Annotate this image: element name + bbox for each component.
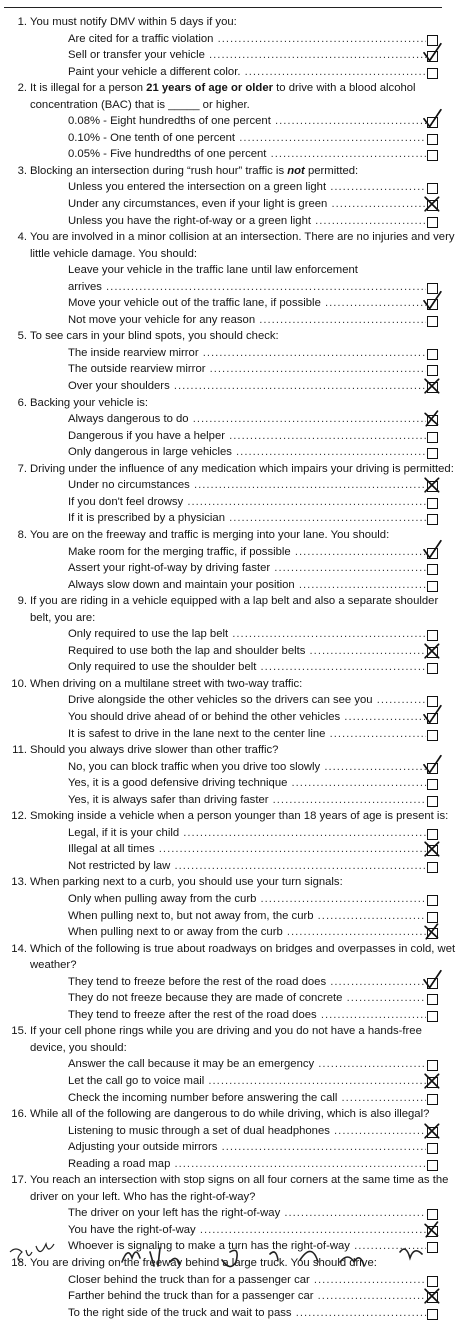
answer-checkbox[interactable] [427, 35, 438, 46]
answer-checkbox[interactable] [427, 928, 438, 939]
answer-checkbox[interactable] [427, 415, 438, 426]
question-text: While all of the following are dangerous to do while driving, which is also illegal? [30, 1108, 430, 1121]
answer-checkbox[interactable] [427, 1309, 438, 1320]
answer-option-text: Dangerous if you have a helper ..... [68, 428, 426, 445]
answer-option-text: When pulling next to, but not away from, the curb ..... [68, 908, 426, 925]
answer-option-continuation [0, 279, 474, 296]
question-number: 12. [11, 810, 27, 823]
check-mark-icon [424, 410, 442, 428]
question-block [0, 593, 474, 676]
answer-checkbox[interactable] [427, 1077, 438, 1088]
answer-option-text: Only dangerous in large vehicles ..... [68, 444, 426, 461]
answer-option-text: It is safest to drive in the lane next to the center line ..... [68, 726, 426, 743]
answer-option [0, 1123, 474, 1140]
answer-option [0, 64, 474, 81]
answer-option-text: Farther behind the truck than for a passenger car ..... [68, 1288, 426, 1305]
answer-option [0, 1139, 474, 1156]
answer-option [0, 47, 474, 64]
answer-option [0, 477, 474, 494]
answer-option [0, 295, 474, 312]
answer-option-text: Reading a road map ..... [68, 1156, 426, 1173]
question-stem [0, 80, 474, 113]
answer-option [0, 577, 474, 594]
answer-option [0, 1156, 474, 1173]
answer-checkbox[interactable] [427, 862, 438, 873]
question-text: You must notify DMV within 5 days if you: [30, 16, 237, 28]
answer-checkbox[interactable] [427, 978, 438, 989]
answer-option-text: Only when pulling away from the curb ..... [68, 891, 426, 908]
answer-checkbox[interactable] [427, 51, 438, 62]
question-block [0, 1023, 474, 1106]
check-mark-icon [424, 1072, 442, 1090]
question-number: 5. [17, 330, 27, 343]
question-number: 6. [17, 396, 27, 409]
answer-option-text: Move your vehicle out of the traffic lane, if possible ..... [68, 295, 426, 312]
question-text: You reach an intersection with stop signs on all four corners at the same time as the driver on your left. Who has the right-of-way? [30, 1174, 452, 1203]
answer-checkbox[interactable] [427, 117, 438, 128]
answer-option [0, 31, 474, 48]
answer-option-text: To the right side of the truck and wait to pass ..... [68, 1305, 426, 1321]
answer-option [0, 726, 474, 743]
question-number: 1. [17, 16, 27, 28]
answer-option-text: Are cited for a traffic violation ..... [68, 31, 426, 48]
check-mark-icon [424, 1122, 442, 1140]
answer-checkbox[interactable] [427, 382, 438, 393]
answer-option [0, 659, 474, 676]
answer-option-text: Required to use both the lap and shoulder belts ..... [68, 643, 426, 660]
answer-option [0, 345, 474, 362]
question-stem [0, 1172, 474, 1205]
answer-option-text: You should drive ahead of or behind the other vehicles ..... [68, 709, 426, 726]
question-block [0, 676, 474, 742]
answer-option-text: 0.05% - Five hundredths of one percent ..... [68, 146, 426, 163]
answer-option-text: Listening to music through a set of dual headphones ..... [68, 1123, 426, 1140]
answer-checkbox[interactable] [427, 713, 438, 724]
question-block [0, 395, 474, 461]
question-block [0, 229, 474, 328]
question-text: Backing your vehicle is: [30, 396, 149, 409]
question-text: Smoking inside a vehicle when a person younger than 18 years of age is present is: [30, 810, 449, 823]
answer-option [0, 130, 474, 147]
answer-option-text: Assert your right-of-way by driving faster ..... [68, 560, 426, 577]
question-block [0, 742, 474, 808]
answer-option [0, 1288, 474, 1305]
answer-checkbox[interactable] [427, 564, 438, 575]
question-block [0, 328, 474, 394]
answer-option [0, 891, 474, 908]
answer-option [0, 759, 474, 776]
answer-option-text: If you don't feel drowsy ..... [68, 494, 426, 511]
answer-option [0, 1073, 474, 1090]
answer-option-text: Not restricted by law ..... [68, 858, 426, 875]
signature-area [0, 1232, 474, 1285]
question-number: 2. [17, 82, 27, 95]
answer-checkbox[interactable] [427, 796, 438, 807]
question-text: When parking next to a curb, you should use your turn signals: [30, 876, 343, 889]
question-stem [0, 941, 474, 974]
answer-option-text: Answer the call because it may be an emergency ..... [68, 1056, 426, 1073]
question-stem [0, 1106, 474, 1123]
answer-option [0, 213, 474, 230]
answer-checkbox[interactable] [427, 299, 438, 310]
question-text: If your cell phone rings while you are driving and you do not have a hands-free device, you should: [30, 1025, 426, 1054]
question-stem [0, 676, 474, 693]
answer-checkbox[interactable] [427, 581, 438, 592]
answer-checkbox[interactable] [427, 183, 438, 194]
answer-option-text: Always slow down and maintain your position ..... [68, 577, 426, 594]
question-block [0, 808, 474, 874]
question-stem [0, 229, 474, 262]
answer-option-text: Adjusting your outside mirrors ..... [68, 1139, 426, 1156]
answer-option-text: Leave your vehicle in the traffic lane until law enforcement [68, 264, 358, 277]
check-mark-icon [424, 377, 442, 395]
answer-checkbox[interactable] [427, 647, 438, 658]
top-rule [4, 7, 442, 8]
answer-option [0, 510, 474, 527]
answer-option-text: Only required to use the lap belt ..... [68, 626, 426, 643]
answer-option [0, 626, 474, 643]
answer-option [0, 411, 474, 428]
answer-option-text: When pulling next to or away from the curb ..... [68, 924, 426, 941]
question-number: 9. [17, 595, 27, 608]
question-block [0, 1106, 474, 1172]
answer-option [0, 262, 474, 279]
answer-checkbox[interactable] [427, 829, 438, 840]
answer-checkbox[interactable] [427, 134, 438, 145]
check-mark-icon [424, 758, 442, 776]
check-mark-icon [424, 294, 442, 312]
answer-option-text: They tend to freeze after the rest of the road does ..... [68, 1007, 426, 1024]
answer-option-text: Always dangerous to do ..... [68, 411, 426, 428]
question-block [0, 941, 474, 1024]
answer-option [0, 990, 474, 1007]
answer-checkbox[interactable] [427, 730, 438, 741]
question-text: Which of the following is true about roadways on bridges and overpasses in cold, wet weather? [30, 942, 459, 972]
check-mark-icon [424, 708, 442, 726]
question-text: It is illegal for a person [30, 82, 147, 95]
answer-option [0, 792, 474, 809]
answer-option-text: arrives ..... [68, 279, 426, 296]
question-number: 4. [17, 231, 27, 244]
answer-option [0, 378, 474, 395]
question-stem [0, 874, 474, 891]
answer-option-text: Only required to use the shoulder belt ..... [68, 659, 426, 676]
answer-checkbox[interactable] [427, 1209, 438, 1220]
answer-checkbox[interactable] [427, 217, 438, 228]
answer-option [0, 113, 474, 130]
check-mark-icon [424, 543, 442, 561]
answer-option-text: 0.10% - One tenth of one percent ..... [68, 130, 426, 147]
check-mark-icon [424, 46, 442, 64]
question-stem [0, 395, 474, 412]
answer-option [0, 560, 474, 577]
question-number: 18. [11, 1257, 27, 1270]
answer-option-text: Not move your vehicle for any reason ..... [68, 312, 426, 329]
answer-option-text: The inside rearview mirror ..... [68, 345, 426, 362]
answer-option-text: Illegal at all times ..... [68, 841, 426, 858]
check-mark-icon [424, 923, 442, 941]
answer-option [0, 444, 474, 461]
answer-option-text: 0.08% - Eight hundredths of one percent ..... [68, 113, 426, 130]
answer-checkbox[interactable] [427, 68, 438, 79]
answer-checkbox[interactable] [427, 432, 438, 443]
answer-option [0, 1056, 474, 1073]
answer-option-text: Check the incoming number before answering the call ..... [68, 1090, 426, 1107]
answer-checkbox[interactable] [427, 200, 438, 211]
answer-option-text: Yes, it is always safer than driving faster ..... [68, 792, 426, 809]
answer-checkbox[interactable] [427, 1011, 438, 1022]
answer-checkbox[interactable] [427, 630, 438, 641]
answer-checkbox[interactable] [427, 498, 438, 509]
question-text: to drive with a blood alcohol concentration (BAC) that is _____ or higher. [30, 82, 419, 111]
answer-option-text: Over your shoulders ..... [68, 378, 426, 395]
answer-option [0, 1305, 474, 1321]
question-stem [0, 1023, 474, 1056]
answer-option-text: The outside rearview mirror ..... [68, 361, 426, 378]
question-text: You are driving on the freeway behind a large truck. You should drive: [30, 1257, 377, 1270]
question-number: 14. [11, 942, 27, 955]
question-number: 15. [11, 1025, 27, 1038]
check-mark-icon [424, 195, 442, 213]
answer-option-text: If it is prescribed by a physician ..... [68, 510, 426, 527]
answer-option-text: Under any circumstances, even if your light is green ..... [68, 196, 426, 213]
answer-option [0, 146, 474, 163]
question-text: permitted: [304, 164, 359, 177]
question-stem [0, 14, 474, 31]
check-mark-icon [424, 973, 442, 991]
answer-option-text: They tend to freeze before the rest of the road does ..... [68, 974, 426, 991]
answer-option-text: Sell or transfer your vehicle ..... [68, 47, 426, 64]
question-stem [0, 742, 474, 759]
answer-option-text: Make room for the merging traffic, if possible ..... [68, 544, 426, 561]
answer-checkbox[interactable] [427, 316, 438, 327]
answer-checkbox[interactable] [427, 696, 438, 707]
answer-checkbox[interactable] [427, 895, 438, 906]
answer-checkbox[interactable] [427, 1160, 438, 1171]
handwritten-signature [0, 1232, 474, 1285]
question-stem [0, 163, 474, 180]
question-number: 11. [12, 744, 27, 757]
answer-option [0, 924, 474, 941]
question-text: Driving under the influence of any medication which impairs your driving is permitted: [30, 462, 454, 475]
answer-option-text: Under no circumstances ..... [68, 477, 426, 494]
answer-checkbox[interactable] [427, 448, 438, 459]
question-stem [0, 328, 474, 345]
question-block [0, 163, 474, 229]
answer-checkbox[interactable] [427, 548, 438, 559]
answer-option [0, 361, 474, 378]
answer-option-text: No, you can block traffic when you drive too slowly ..... [68, 759, 426, 776]
answer-option [0, 312, 474, 329]
check-mark-icon [424, 642, 442, 660]
answer-option [0, 196, 474, 213]
answer-option [0, 692, 474, 709]
answer-option [0, 825, 474, 842]
answer-option [0, 908, 474, 925]
answer-option [0, 428, 474, 445]
answer-option [0, 709, 474, 726]
question-text: To see cars in your blind spots, you should check: [30, 330, 279, 343]
question-list [0, 14, 474, 1321]
check-mark-icon [424, 1287, 442, 1305]
question-text: You are on the freeway and traffic is merging into your lane. You should: [30, 528, 390, 541]
question-block [0, 461, 474, 527]
answer-option-text: You have the right-of-way ..... [68, 1222, 426, 1239]
answer-option [0, 1090, 474, 1107]
answer-checkbox[interactable] [427, 1292, 438, 1303]
check-mark-icon [424, 840, 442, 858]
answer-option [0, 179, 474, 196]
answer-checkbox[interactable] [427, 1143, 438, 1154]
question-block [0, 874, 474, 940]
question-number: 10. [11, 677, 27, 690]
answer-option-text: Drive alongside the other vehicles so the drivers can see you ..... [68, 692, 426, 709]
answer-option [0, 974, 474, 991]
answer-checkbox[interactable] [427, 845, 438, 856]
answer-checkbox[interactable] [427, 1060, 438, 1071]
answer-option [0, 494, 474, 511]
answer-checkbox[interactable] [427, 1127, 438, 1138]
answer-option [0, 858, 474, 875]
question-text: If you are riding in a vehicle equipped with a lap belt and also a separate shoulder belt, you are: [30, 595, 442, 624]
answer-option-text: Closer behind the truck than for a passenger car ..... [68, 1272, 426, 1289]
question-number: 17. [11, 1174, 27, 1187]
question-block [0, 527, 474, 593]
answer-option-text: Whoever is signaling to make a turn has the right-of-way ..... [68, 1238, 426, 1255]
question-number: 13. [11, 876, 27, 889]
answer-option-text: They do not freeze because they are made of concrete ..... [68, 990, 426, 1007]
answer-checkbox[interactable] [427, 349, 438, 360]
question-text: When driving on a multilane street with two-way traffic: [30, 677, 303, 690]
answer-option [0, 1205, 474, 1222]
question-number: 16. [11, 1108, 27, 1121]
answer-option [0, 1007, 474, 1024]
question-block [0, 80, 474, 163]
question-stem [0, 593, 474, 626]
answer-option-text: The driver on your left has the right-of-way ..... [68, 1205, 426, 1222]
answer-checkbox[interactable] [427, 779, 438, 790]
answer-option-text: Unless you have the right-of-way or a green light ..... [68, 213, 426, 230]
answer-option-text: Unless you entered the intersection on a green light ..... [68, 179, 426, 196]
check-mark-icon [424, 476, 442, 494]
question-number: 3. [17, 164, 27, 177]
question-number: 8. [17, 528, 27, 541]
check-mark-icon [424, 112, 442, 130]
answer-option [0, 841, 474, 858]
question-text: Blocking an intersection during “rush hour” traffic is [30, 164, 288, 177]
answer-option-text: Legal, if it is your child ..... [68, 825, 426, 842]
answer-option-text: Paint your vehicle a different color. ..... [68, 64, 426, 81]
question-emphasis: not [287, 164, 305, 177]
question-stem [0, 461, 474, 478]
answer-checkbox[interactable] [427, 481, 438, 492]
answer-checkbox[interactable] [427, 763, 438, 774]
question-text: Should you always drive slower than other traffic? [30, 744, 279, 757]
question-emphasis: 21 years of age or older [146, 82, 274, 95]
answer-option [0, 643, 474, 660]
answer-checkbox[interactable] [427, 283, 438, 294]
answer-checkbox[interactable] [427, 663, 438, 674]
answer-checkbox[interactable] [427, 1094, 438, 1105]
answer-option-text: Yes, it is a good defensive driving technique ..... [68, 775, 426, 792]
answer-checkbox[interactable] [427, 912, 438, 923]
question-stem [0, 808, 474, 825]
answer-checkbox[interactable] [427, 994, 438, 1005]
question-number: 7. [17, 462, 27, 475]
answer-checkbox[interactable] [427, 150, 438, 161]
question-text: You are involved in a minor collision at an intersection. There are no injuries and very little vehicle damage. You should: [30, 231, 458, 260]
question-block [0, 14, 474, 80]
answer-checkbox[interactable] [427, 365, 438, 376]
answer-option [0, 775, 474, 792]
answer-option [0, 544, 474, 561]
answer-checkbox[interactable] [427, 514, 438, 525]
question-stem [0, 527, 474, 544]
answer-option-text: Let the call go to voice mail ..... [68, 1073, 426, 1090]
